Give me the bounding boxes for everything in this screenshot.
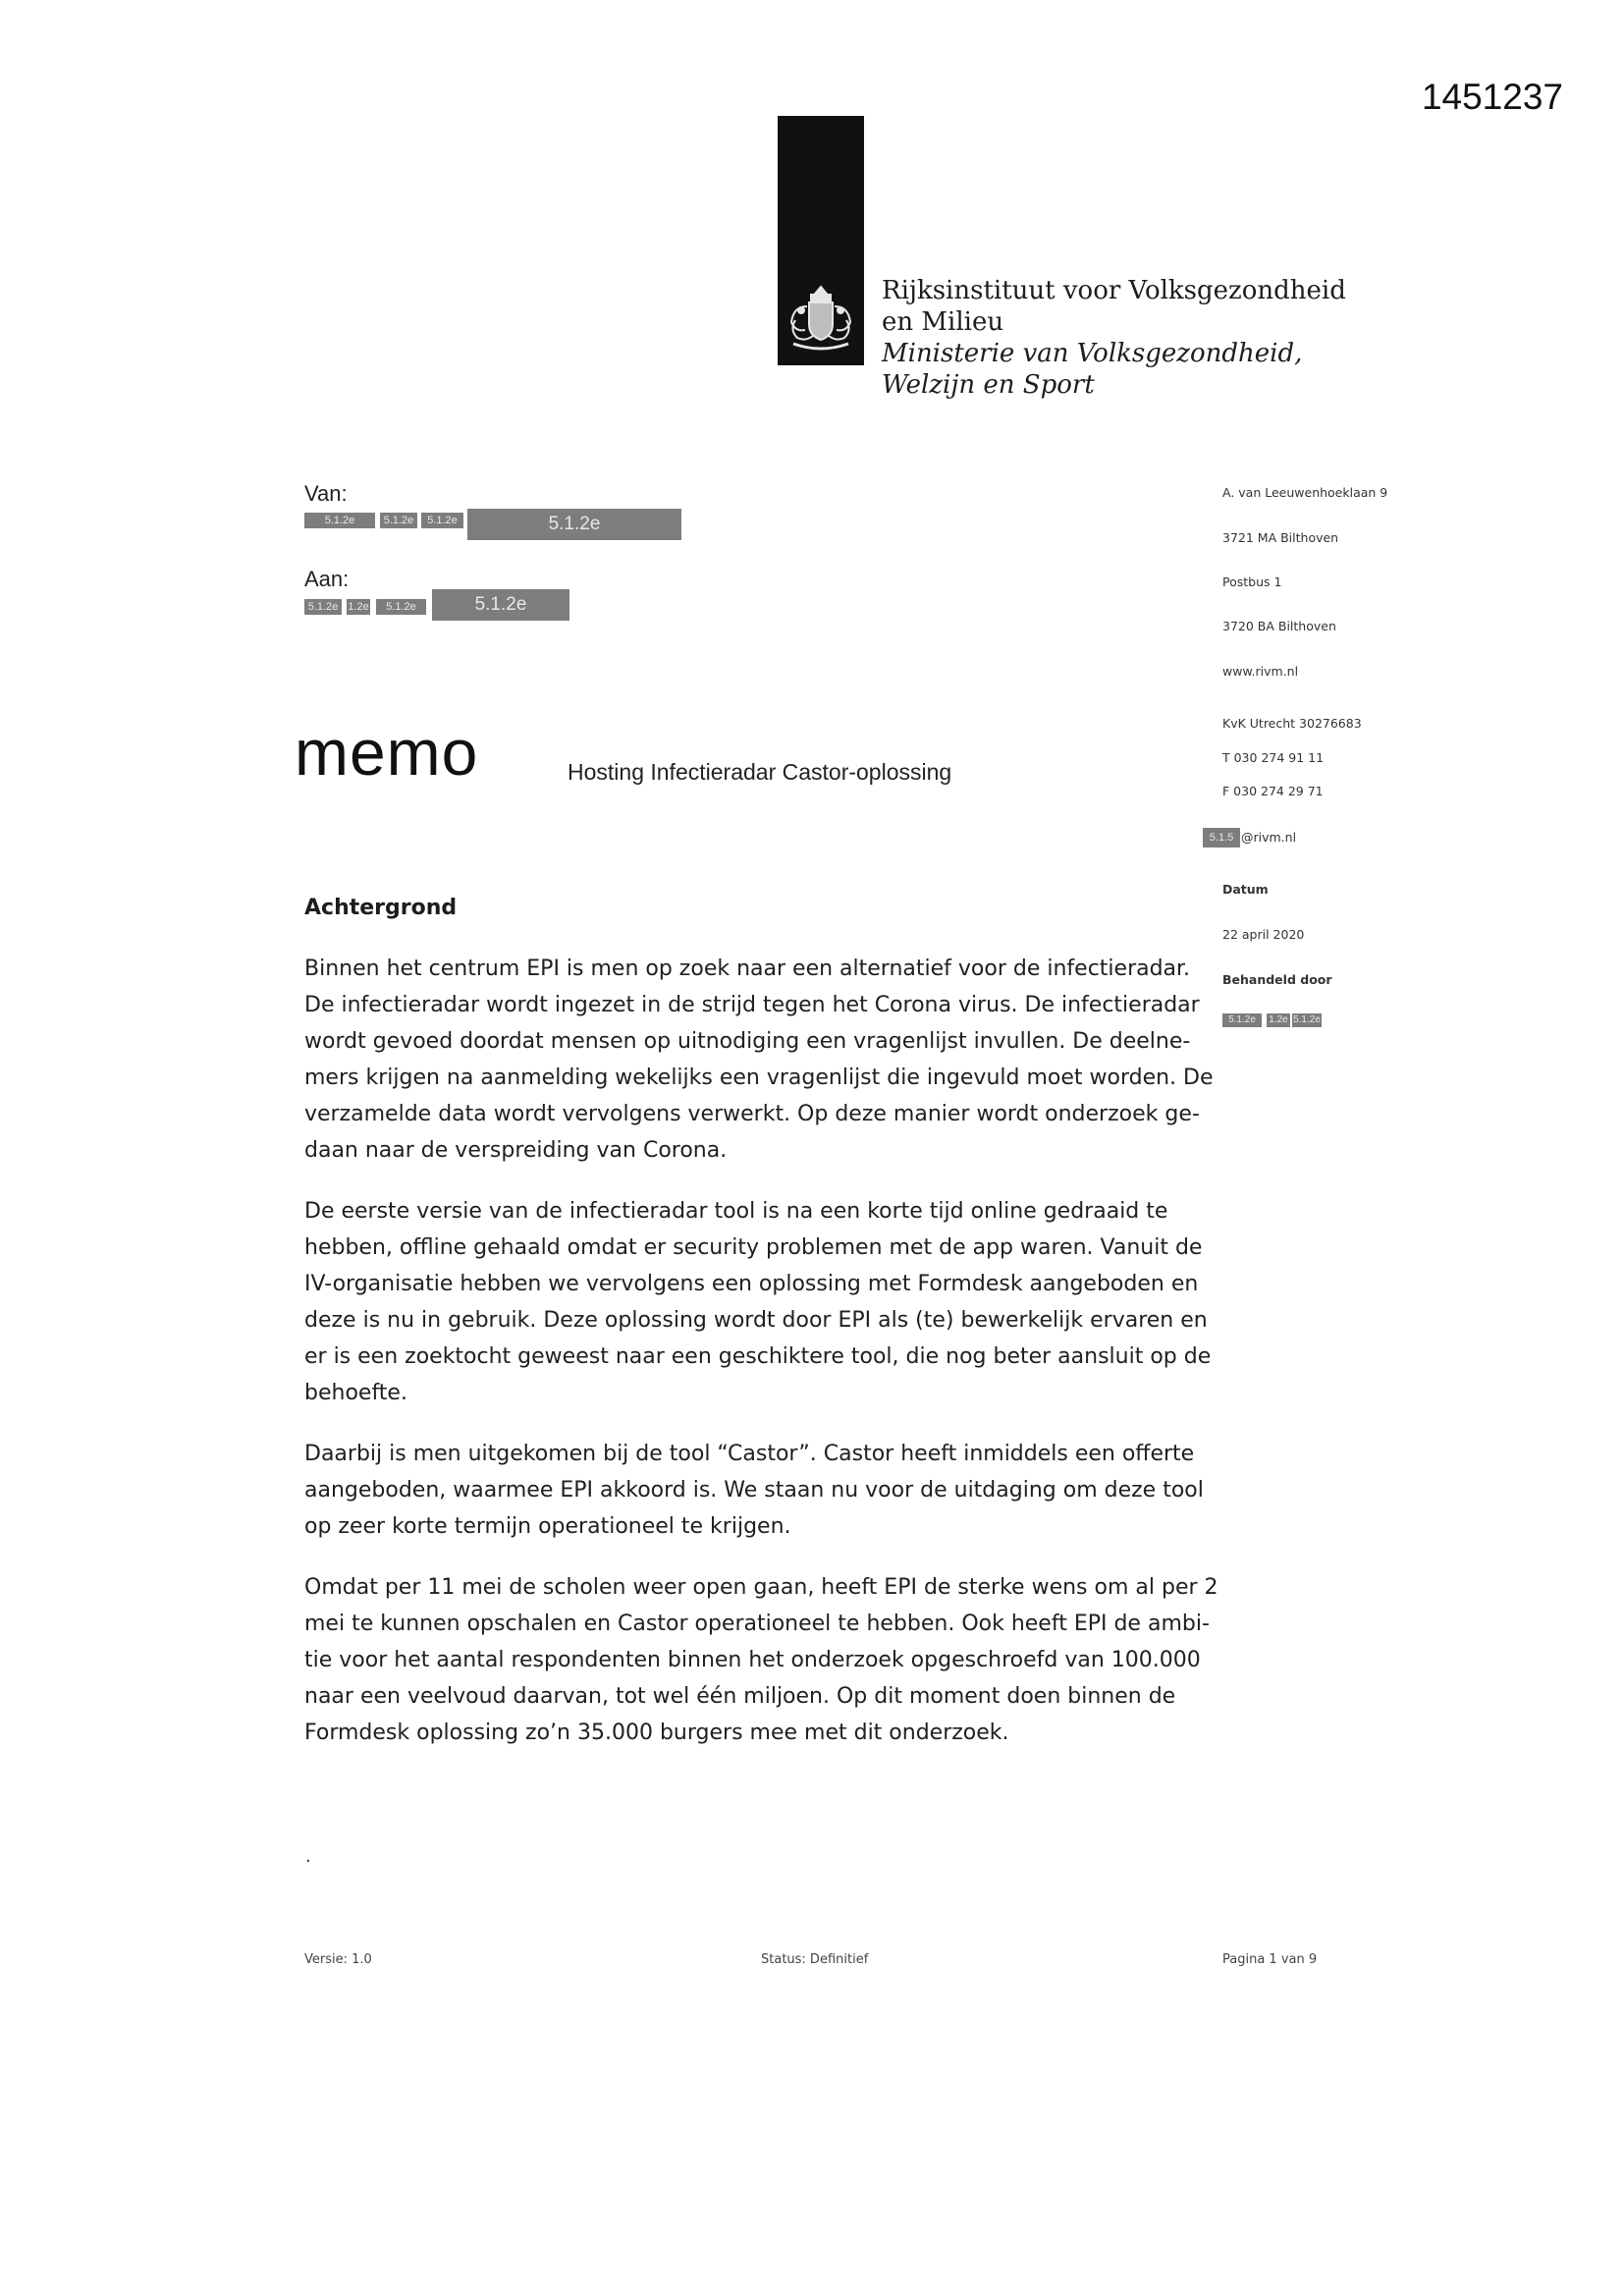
paragraph-4 [304,1569,1218,1751]
text-line: daan naar de verspreiding van Corona. [304,1138,728,1163]
text-line: mei te kunnen opschalen en Castor operationeel te hebben. Ook heeft EPI de ambi- [304,1612,1210,1636]
rijksoverheid-logo [778,116,864,365]
sidebar-postbus-city: 3720 BA Bilthoven [1222,619,1336,633]
sidebar-phone: T 030 274 91 11 [1222,750,1325,765]
paragraph-2 [304,1193,1212,1411]
paragraph-1 [304,951,1214,1169]
text-line: er is een zoektocht geweest naar een geschiktere tool, die nog beter aansluit op de [304,1344,1212,1369]
text-line: De infectieradar wordt ingezet in de strijd tegen het Corona virus. De infectieradar [304,993,1200,1017]
redaction: 5.1.2e [1293,1014,1321,1025]
coat-of-arms-icon [782,281,860,355]
from-label: Van: [304,481,348,506]
redaction: 5.1.2e [304,513,375,528]
text-line: mers krijgen na aanmelding wekelijks een vragenlijst die ingevuld moet worden. De [304,1066,1214,1090]
to-label: Aan: [304,567,350,591]
ministry-line-2: Welzijn en Sport [882,370,1095,400]
org-line-2: en Milieu [882,307,1004,337]
sidebar-email-domain: @rivm.nl [1241,830,1297,845]
redaction: 5.1.2e [380,513,417,528]
footer-version: Versie: 1.0 [304,1952,372,1967]
document-number: 1451237 [1421,77,1563,117]
text-line: Omdat per 11 mei de scholen weer open gaan, heeft EPI de sterke wens om al per 2 [304,1575,1218,1600]
text-line: wordt gevoed doordat mensen op uitnodiging een vragenlijst invullen. De deelne- [304,1029,1191,1054]
org-line-1: Rijksinstituut voor Volksgezondheid [882,276,1346,305]
redaction: 5.1.2e [304,599,342,615]
date-label: Datum [1222,882,1269,897]
text-line: De eerste versie van de infectieradar tool is na een korte tijd online gedraaid te [304,1199,1168,1224]
text-line: tie voor het aantal respondenten binnen het onderzoek opgeschroefd van 100.000 [304,1648,1201,1672]
text-line: deze is nu in gebruik. Deze oplossing wordt door EPI als (te) bewerkelijk ervaren en [304,1308,1208,1333]
redaction: 5.1.2e [421,513,463,528]
text-line: hebben, offline gehaald omdat er security problemen met de app waren. Vanuit de [304,1235,1203,1260]
footer-page: Pagina 1 van 9 [1222,1952,1318,1967]
text-line: Daarbij is men uitgekomen bij de tool “Castor”. Castor heeft inmiddels een offerte [304,1442,1195,1466]
footer-status: Status: Definitief [761,1952,869,1967]
text-line: Formdesk oplossing zo’n 35.000 burgers mee met dit onderzoek. [304,1721,1009,1745]
trailing-mark: . [305,1846,311,1867]
redaction: 5.1.2e [467,509,681,540]
text-line: aangeboden, waarmee EPI akkoord is. We staan nu voor de uitdaging om deze tool [304,1478,1204,1503]
memo-title: memo [295,716,479,789]
text-line: behoefte. [304,1381,407,1405]
memo-subject: Hosting Infectieradar Castor-oplossing [568,759,952,785]
redaction: 1.2e [1267,1013,1290,1027]
text-line: verzamelde data wordt vervolgens verwerkt. Op deze manier wordt onderzoek ge- [304,1102,1200,1126]
organization-name [882,275,1346,401]
email-redaction: 5.1.5 [1203,828,1240,847]
sidebar-address: A. van Leeuwenhoeklaan 9 [1222,485,1388,500]
ministry-line-1: Ministerie van Volksgezondheid, [882,339,1303,368]
redaction: 1.2e [348,601,369,613]
sidebar-kvk: KvK Utrecht 30276683 [1222,716,1362,731]
text-line: naar een veelvoud daarvan, tot wel één miljoen. Op dit moment doen binnen de [304,1684,1176,1709]
sidebar-fax: F 030 274 29 71 [1222,784,1324,798]
redaction: 5.1.2e [1222,1013,1262,1027]
redaction: 5.1.2e [432,589,569,621]
sidebar-postal-city: 3721 MA Bilthoven [1222,530,1339,545]
text-line: Binnen het centrum EPI is men op zoek naar een alternatief voor de infectieradar. [304,957,1191,981]
text-line: op zeer korte termijn operationeel te krijgen. [304,1514,791,1539]
sidebar-website: www.rivm.nl [1222,664,1299,679]
date-value: 22 april 2020 [1222,927,1305,942]
sidebar-postbus: Postbus 1 [1222,574,1282,589]
paragraph-3 [304,1436,1204,1545]
redaction: 5.1.2e [376,599,426,615]
text-line: IV-organisatie hebben we vervolgens een oplossing met Formdesk aangeboden en [304,1272,1199,1296]
section-heading: Achtergrond [304,896,458,920]
handled-by-label: Behandeld door [1222,972,1332,987]
